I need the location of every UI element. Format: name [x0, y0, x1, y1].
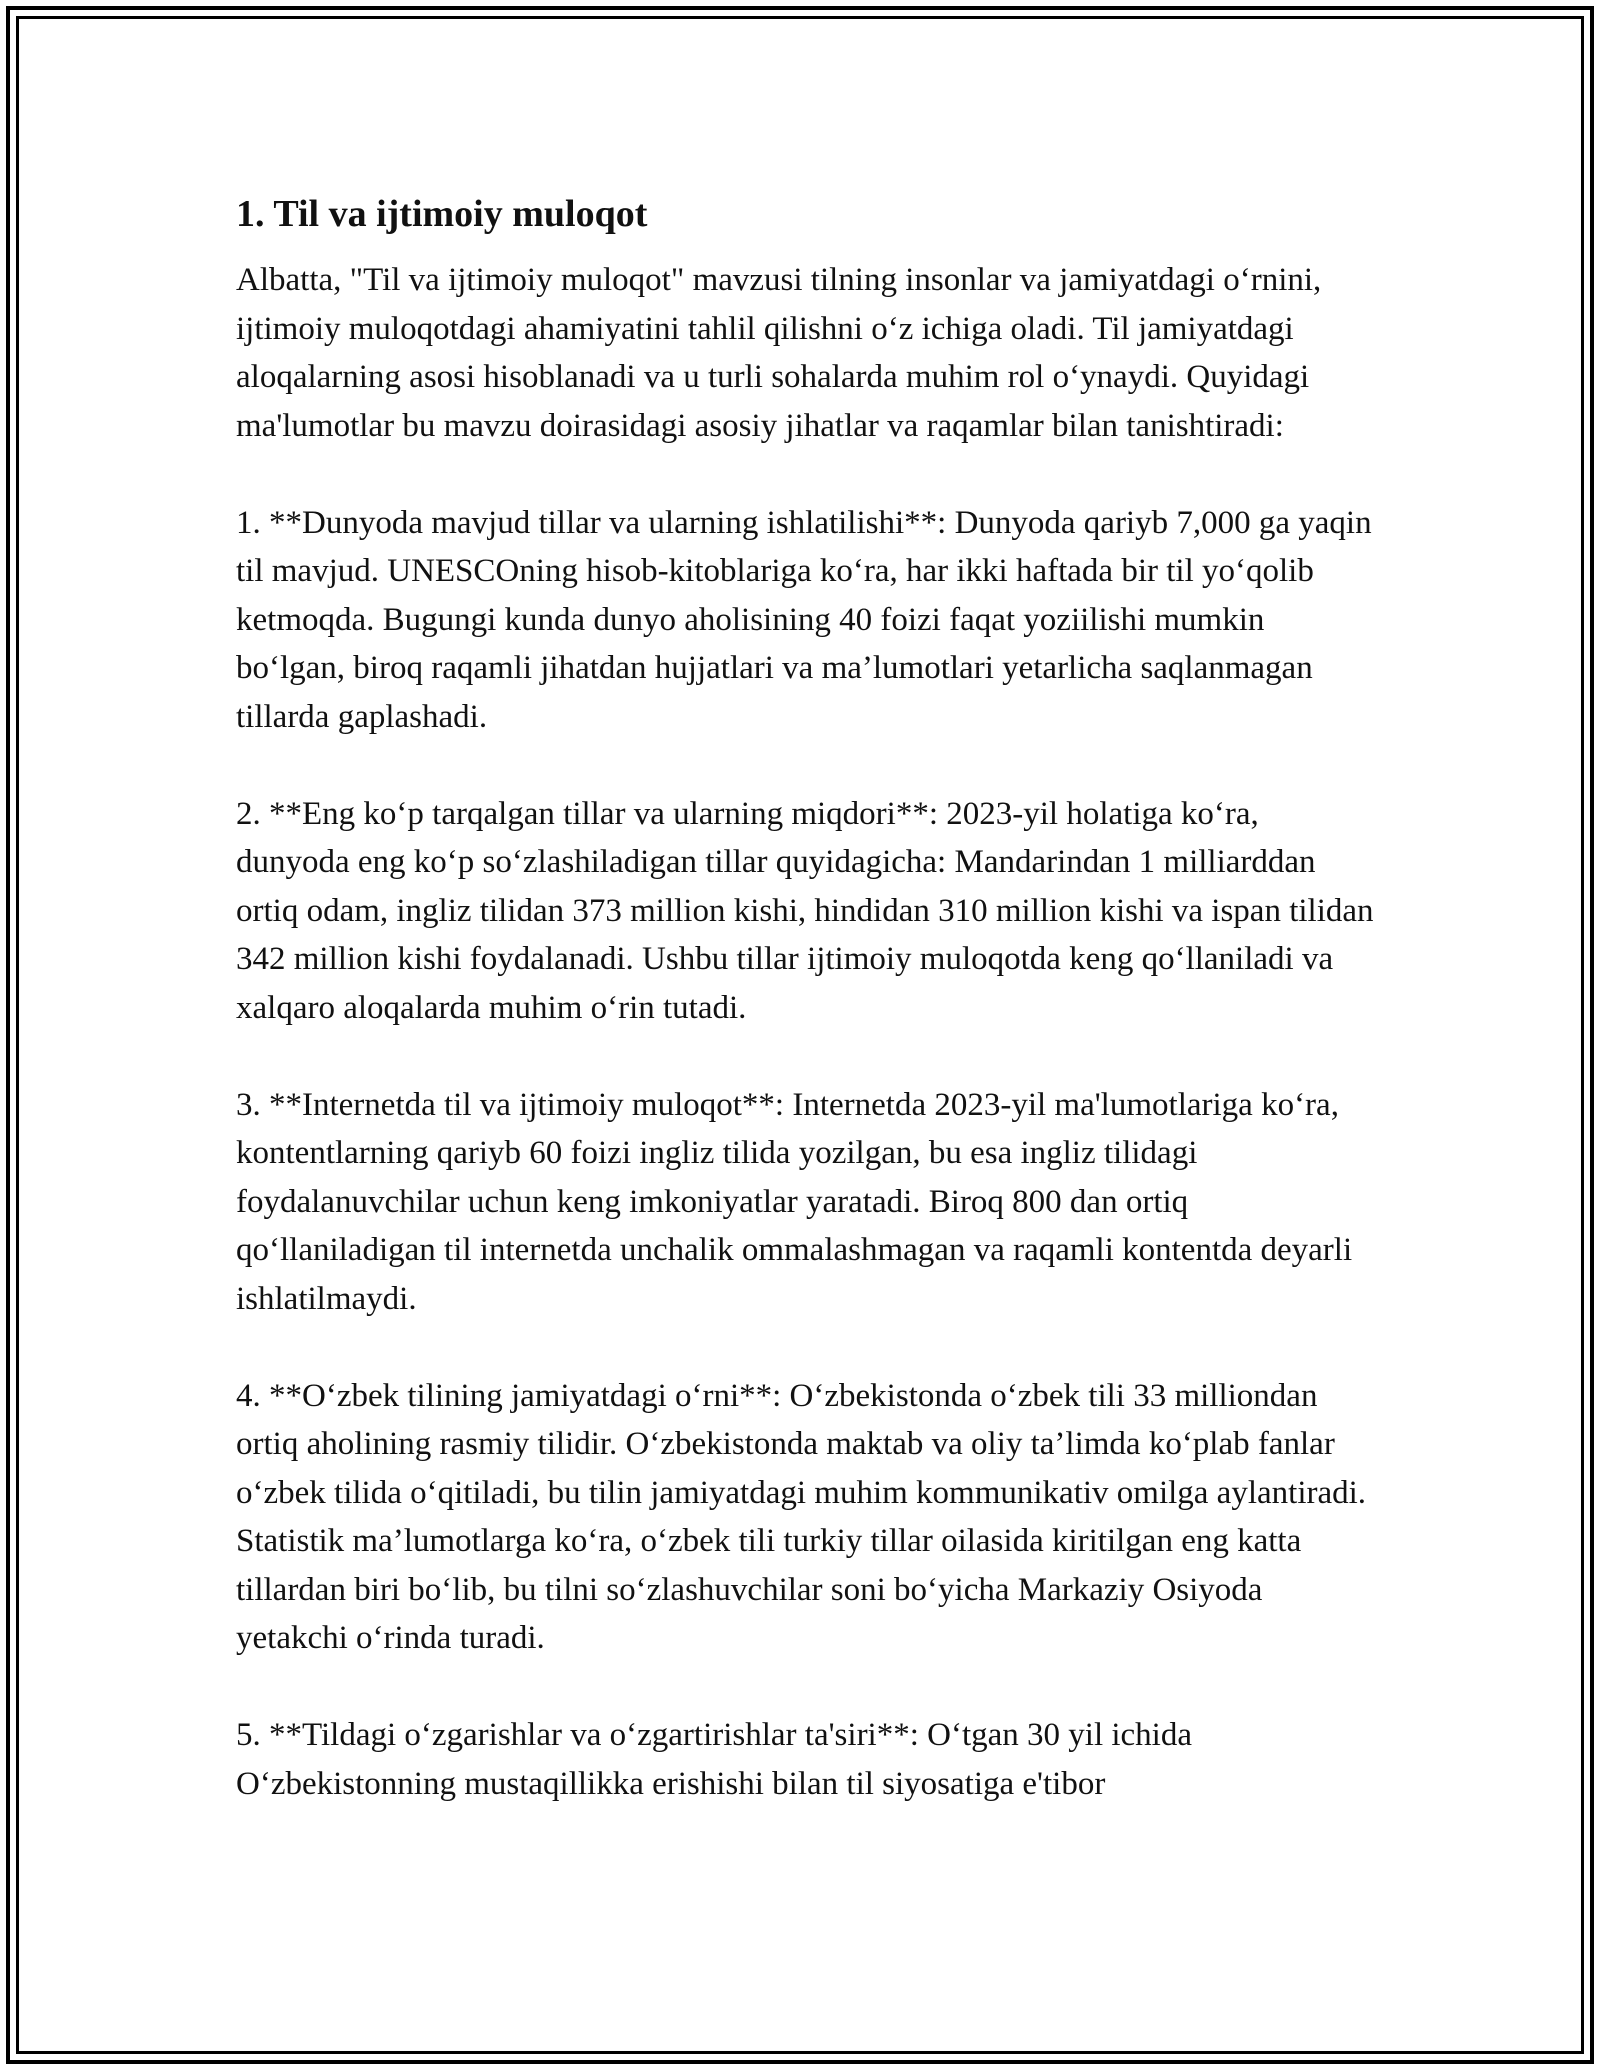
paragraph-item-3: 3. **Internetda til va ijtimoiy muloqot**: Internetda 2023-yil ma'lumotlariga ko‘ra, kontentlarning qariyb 60 foizi ingliz tilida yozilgan, bu esa ingliz tilidagi foydalanuvchilar uchun keng imkoniyatlar yaratadi. Biroq 800 dan ortiq qo‘llaniladigan til internetda unchalik ommalashmagan va raqamli kontentda deyarli ishlatilmaydi.: [236, 1086, 1353, 1317]
paragraph-item-2: 2. **Eng ko‘p tarqalgan tillar va ularning miqdori**: 2023-yil holatiga ko‘ra, dunyoda eng ko‘p so‘zlashiladigan tillar quyidagicha: Mandarindan 1 milliarddan ortiq odam, ingliz tilidan 373 million kishi, hindidan 310 million kishi va ispan tilidan 342 million kishi foydalanadi. Ushbu tillar ijtimoiy muloqotda keng qo‘llaniladi va xalqaro aloqalarda muhim o‘rin tutadi.: [236, 795, 1374, 1026]
paragraph-item-5: 5. **Tildagi o‘zgarishlar va o‘zgartirishlar ta'siri**: O‘tgan 30 yil ichida O‘zbekistonning mustaqillikka erishishi bilan til siyosatiga e'tibor: [236, 1717, 1193, 1802]
section-heading: 1. Til va ijtimoiy muloqot: [236, 193, 648, 235]
paragraph-item-1: 1. **Dunyoda mavjud tillar va ularning ishlatilishi**: Dunyoda qariyb 7,000 ga yaqin til mavjud. UNESCOning hisob-kitoblariga ko‘ra, har ikki haftada bir til yo‘qolib ketmoqda. Bugungi kunda dunyo aholisining 40 foizi faqat yoziilishi mumkin bo‘lgan, biroq raqamli jihatdan hujjatlari va ma’lumotlari yetarlicha saqlanmagan tillarda gaplashadi.: [236, 504, 1372, 735]
intro-paragraph: Albatta, "Til va ijtimoiy muloqot" mavzusi tilning insonlar va jamiyatdagi o‘rnini, ijtimoiy muloqotdagi ahamiyatini tahlil qilishni o‘z ichiga oladi. Til jamiyatdagi aloqalarning asosi hisoblanadi va u turli sohalarda muhim rol o‘ynaydi. Quyidagi ma'lumotlar bu mavzu doirasidagi asosiy jihatlar va raqamlar bilan tanishtiradi:: [236, 262, 1322, 444]
document-body: [236, 186, 1376, 1808]
paragraph-item-4: 4. **O‘zbek tilining jamiyatdagi o‘rni**: O‘zbekistonda o‘zbek tili 33 milliondan ortiq aholining rasmiy tilidir. O‘zbekistonda maktab va oliy ta’limda ko‘plab fanlar o‘zbek tilida o‘qitiladi, bu tilin jamiyatdagi muhim kommunikativ omilga aylantiradi. Statistik ma’lumotlarga ko‘ra, o‘zbek tili turkiy tillar oilasida kiritilgan eng katta tillardan biri bo‘lib, bu tilni so‘zlashuvchilar soni bo‘yicha Markaziy Osiyoda yetakchi o‘rinda turadi.: [236, 1377, 1367, 1656]
